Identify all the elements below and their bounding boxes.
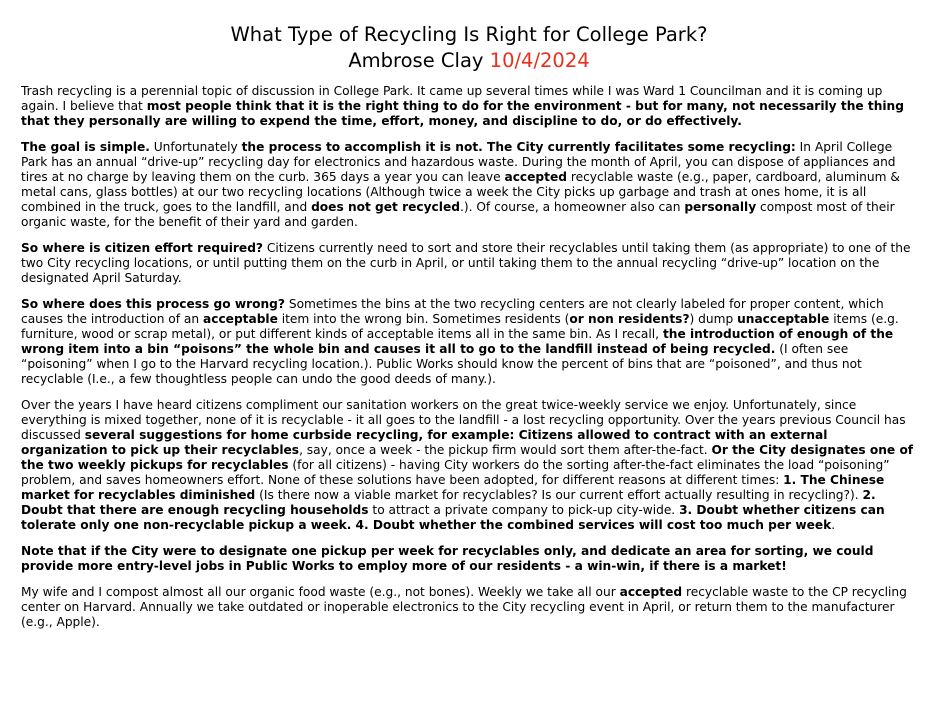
bold-text-run: So where is citizen effort required? xyxy=(21,241,263,255)
bold-text-run: personally xyxy=(684,200,757,214)
bold-text-run: the introduction of enough of the wrong item into a bin “poisons” the whole bin and causes it all to go to the landfill instead of being recycled. xyxy=(21,327,894,356)
text-run: My wife and I compost almost all our organic food waste (e.g., not bones). Weekly we take all our xyxy=(21,585,620,599)
text-run: recyclable waste (e.g., paper, cardboard, aluminum & metal cans, glass bottles) at our two recycling locations (Although twice a week the City picks up garbage and trash at ones home, it is all combined in the truck, goes to the landfill, and xyxy=(21,170,900,214)
bold-text-run: accepted xyxy=(619,585,683,599)
bold-text-run: The goal is simple. xyxy=(21,140,150,154)
paragraph-personal xyxy=(21,585,917,630)
bold-text-run: or non residents? xyxy=(569,312,690,326)
bold-text-run: Or the City designates one of the two weekly pickups for recyclables xyxy=(21,443,914,472)
publication-date: 10/4/2024 xyxy=(489,49,590,72)
text-run: Sometimes the bins at the two recycling centers are not clearly labeled for proper content, which causes the introduction of an xyxy=(21,297,884,326)
bold-text-run: most people think that it is the right thing to do for the environment - but for many, not necessarily the thing that they personally are willing to expend the time, effort, money, and discipline to do, or do effectively. xyxy=(21,99,904,128)
text-run: (I often see “poisoning” when I go to the Harvard recycling location.). Public Works should know the percent of bins that are “poisoned”, and thus not recyclable (I.e., a few thoughtless people can undo the good deeds of many.). xyxy=(21,342,862,386)
bold-text-run: several suggestions for home curbside recycling, for example: Citizens allowed to contract with an external organization to pick up their recyclables xyxy=(21,428,828,457)
text-run: (for all citizens) - having City workers do the sorting after-the-fact eliminates the load “poisoning” problem, and saves homeowners effort. None of these solutions have been adopted, for different reasons at different times: xyxy=(21,458,890,487)
paragraph-note xyxy=(21,544,917,574)
document-title: What Type of Recycling Is Right for College Park? xyxy=(230,23,708,46)
bold-text-run: Note that if the City were to designate one pickup per week for recyclables only, and dedicate an area for sorting, we could provide more entry-level jobs in Public Works to employ more of our residents - a win-win, if there is a market! xyxy=(21,544,874,573)
bold-text-run: 2. Doubt that there are enough recycling households xyxy=(21,488,876,517)
bold-text-run: 1. The Chinese market for recyclables diminished xyxy=(21,473,885,502)
text-run: .). Of course, a homeowner also can xyxy=(459,200,685,214)
paragraph-process-wrong xyxy=(21,297,917,387)
text-run: , say, once a week - the pickup firm would sort them after-the-fact. xyxy=(299,443,712,457)
byline xyxy=(21,48,917,74)
bold-text-run: acceptable xyxy=(203,312,278,326)
text-run: In April College Park has an annual “drive-up” recycling day for electronics and hazardous waste. During the month of April, you can dispose of appliances and tires at no charge by leaving them on the curb. 365 days a year you can leave xyxy=(21,140,896,184)
text-run: items (e.g. furniture, wood or scrap metal), or put different kinds of acceptable items all in the same bin. As I recall, xyxy=(21,312,899,341)
text-run: . xyxy=(831,518,836,532)
bold-text-run: does not get recycled xyxy=(311,200,460,214)
text-run: to attract a private company to pick-up city-wide. xyxy=(368,503,680,517)
text-run: recyclable waste to the CP recycling center on Harvard. Annually we take outdated or inoperable electronics to the City recycling event in April, or return them to the manufacturer (e.g., Apple). xyxy=(21,585,907,629)
author-name: Ambrose Clay xyxy=(348,49,484,72)
paragraph-goal xyxy=(21,140,917,230)
text-run: (Is there now a viable market for recyclables? Is our current effort actually resulting in recycling?). xyxy=(255,488,863,502)
document-header xyxy=(21,22,917,74)
text-run: Unfortunately xyxy=(149,140,242,154)
bold-text-run: 3. Doubt whether citizens can tolerate only one non-recyclable pickup a week. 4. Doubt whether the combined services will cost too much per week xyxy=(21,503,885,532)
text-run: ) dump xyxy=(689,312,738,326)
paragraph-intro xyxy=(21,84,917,129)
paragraph-citizen-effort xyxy=(21,241,917,286)
text-run: compost most of their organic waste, for the benefit of their yard and garden. xyxy=(21,200,895,229)
text-run: Citizens currently need to sort and store their recyclables until taking them (as appropriate) to one of the two City recycling locations, or until putting them on the curb in April, or until taking them to the annual recycling “drive-up” location on the designated April Saturday. xyxy=(21,241,911,285)
text-run: Over the years I have heard citizens compliment our sanitation workers on the great twice-weekly service we enjoy. Unfortunately, since everything is mixed together, none of it is recyclable - it all goes to the landfill - a lost recycling opportunity. Over the years previous Council has discussed xyxy=(21,398,906,442)
bold-text-run: accepted xyxy=(504,170,567,184)
paragraph-suggestions xyxy=(21,398,917,533)
text-run: item into the wrong bin. Sometimes residents ( xyxy=(277,312,570,326)
text-run: Trash recycling is a perennial topic of discussion in College Park. It came up several times while I was Ward 1 Councilman and it is coming up again. I believe that xyxy=(21,84,883,113)
bold-text-run: So where does this process go wrong? xyxy=(21,297,285,311)
article-body xyxy=(21,84,917,630)
bold-text-run: the process to accomplish it is not. The City currently facilitates some recycling: xyxy=(241,140,796,154)
bold-text-run: unacceptable xyxy=(737,312,830,326)
